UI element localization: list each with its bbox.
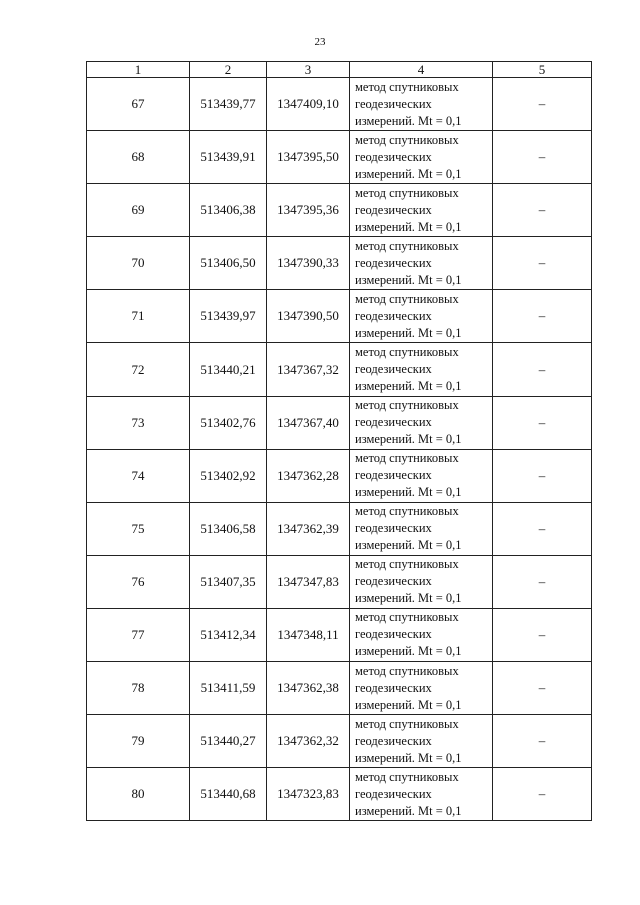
method-cell: метод спутниковых геодезических измерений. Mt = 0,1: [350, 715, 493, 768]
note-cell: –: [493, 78, 592, 131]
x-coordinate-cell: 513406,50: [190, 237, 267, 290]
point-number-cell: 69: [87, 184, 190, 237]
header-col-3: 3: [267, 62, 350, 78]
table-row: [87, 662, 592, 715]
header-col-4: 4: [350, 62, 493, 78]
method-cell: метод спутниковых геодезических измерений. Mt = 0,1: [350, 555, 493, 608]
table-row: [87, 78, 592, 131]
table-row: [87, 237, 592, 290]
table-row: [87, 184, 592, 237]
point-number-cell: 80: [87, 768, 190, 821]
table-row: [87, 715, 592, 768]
point-number-cell: 67: [87, 78, 190, 131]
y-coordinate-cell: 1347367,40: [267, 396, 350, 449]
x-coordinate-cell: 513406,38: [190, 184, 267, 237]
y-coordinate-cell: 1347362,39: [267, 502, 350, 555]
method-cell: метод спутниковых геодезических измерений. Mt = 0,1: [350, 608, 493, 661]
method-cell: метод спутниковых геодезических измерений. Mt = 0,1: [350, 343, 493, 396]
x-coordinate-cell: 513407,35: [190, 555, 267, 608]
page-number: 23: [314, 36, 326, 48]
x-coordinate-cell: 513412,34: [190, 608, 267, 661]
method-cell: метод спутниковых геодезических измерений. Mt = 0,1: [350, 396, 493, 449]
note-cell: –: [493, 768, 592, 821]
note-cell: –: [493, 449, 592, 502]
note-cell: –: [493, 184, 592, 237]
table-row: [87, 343, 592, 396]
table-row: [87, 768, 592, 821]
note-cell: –: [493, 502, 592, 555]
header-row: [87, 62, 592, 78]
note-cell: –: [493, 608, 592, 661]
method-cell: метод спутниковых геодезических измерений. Mt = 0,1: [350, 502, 493, 555]
y-coordinate-cell: 1347362,38: [267, 662, 350, 715]
y-coordinate-cell: 1347367,32: [267, 343, 350, 396]
table-row: [87, 396, 592, 449]
x-coordinate-cell: 513402,92: [190, 449, 267, 502]
point-number-cell: 77: [87, 608, 190, 661]
point-number-cell: 72: [87, 343, 190, 396]
y-coordinate-cell: 1347409,10: [267, 78, 350, 131]
method-cell: метод спутниковых геодезических измерений. Mt = 0,1: [350, 237, 493, 290]
x-coordinate-cell: 513411,59: [190, 662, 267, 715]
note-cell: –: [493, 343, 592, 396]
table-row: [87, 449, 592, 502]
method-cell: метод спутниковых геодезических измерений. Mt = 0,1: [350, 184, 493, 237]
method-cell: метод спутниковых геодезических измерений. Mt = 0,1: [350, 290, 493, 343]
x-coordinate-cell: 513402,76: [190, 396, 267, 449]
y-coordinate-cell: 1347362,28: [267, 449, 350, 502]
y-coordinate-cell: 1347390,33: [267, 237, 350, 290]
x-coordinate-cell: 513440,27: [190, 715, 267, 768]
method-cell: метод спутниковых геодезических измерений. Mt = 0,1: [350, 78, 493, 131]
method-cell: метод спутниковых геодезических измерений. Mt = 0,1: [350, 662, 493, 715]
note-cell: –: [493, 131, 592, 184]
header-col-2: 2: [190, 62, 267, 78]
point-number-cell: 75: [87, 502, 190, 555]
header-col-1: 1: [87, 62, 190, 78]
x-coordinate-cell: 513439,97: [190, 290, 267, 343]
method-cell: метод спутниковых геодезических измерений. Mt = 0,1: [350, 768, 493, 821]
table-row: [87, 502, 592, 555]
note-cell: –: [493, 555, 592, 608]
point-number-cell: 71: [87, 290, 190, 343]
point-number-cell: 73: [87, 396, 190, 449]
point-number-cell: 78: [87, 662, 190, 715]
y-coordinate-cell: 1347348,11: [267, 608, 350, 661]
coordinates-table: [86, 61, 592, 821]
table-row: [87, 555, 592, 608]
note-cell: –: [493, 715, 592, 768]
point-number-cell: 68: [87, 131, 190, 184]
y-coordinate-cell: 1347390,50: [267, 290, 350, 343]
x-coordinate-cell: 513440,21: [190, 343, 267, 396]
header-col-5: 5: [493, 62, 592, 78]
table-body: [87, 78, 592, 821]
x-coordinate-cell: 513406,58: [190, 502, 267, 555]
point-number-cell: 76: [87, 555, 190, 608]
table-row: [87, 290, 592, 343]
note-cell: –: [493, 290, 592, 343]
point-number-cell: 74: [87, 449, 190, 502]
point-number-cell: 79: [87, 715, 190, 768]
method-cell: метод спутниковых геодезических измерений. Mt = 0,1: [350, 449, 493, 502]
note-cell: –: [493, 662, 592, 715]
table-row: [87, 608, 592, 661]
table-row: [87, 131, 592, 184]
note-cell: –: [493, 237, 592, 290]
y-coordinate-cell: 1347362,32: [267, 715, 350, 768]
y-coordinate-cell: 1347395,36: [267, 184, 350, 237]
method-cell: метод спутниковых геодезических измерений. Mt = 0,1: [350, 131, 493, 184]
x-coordinate-cell: 513439,91: [190, 131, 267, 184]
x-coordinate-cell: 513439,77: [190, 78, 267, 131]
note-cell: –: [493, 396, 592, 449]
table-header: [87, 62, 592, 78]
y-coordinate-cell: 1347323,83: [267, 768, 350, 821]
y-coordinate-cell: 1347395,50: [267, 131, 350, 184]
x-coordinate-cell: 513440,68: [190, 768, 267, 821]
y-coordinate-cell: 1347347,83: [267, 555, 350, 608]
point-number-cell: 70: [87, 237, 190, 290]
